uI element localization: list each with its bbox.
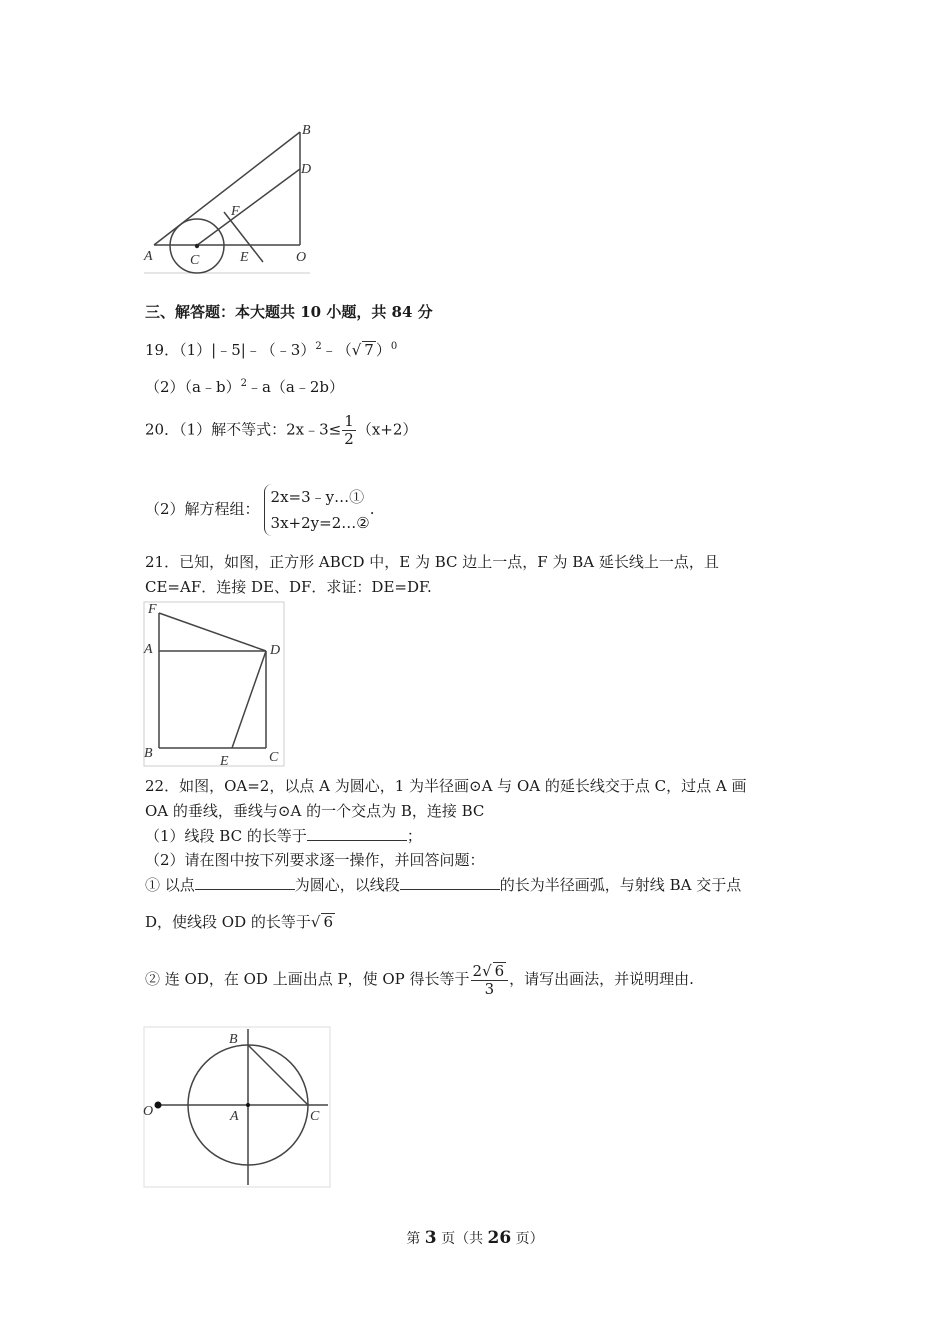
q19-radicand: 7 [364, 341, 374, 359]
label-E: E [220, 754, 229, 768]
label-D: D [270, 643, 281, 658]
q22-line5-b: 为圆心，以线段 [294, 876, 400, 894]
answer-blank[interactable] [400, 875, 500, 890]
figure-q21 [140, 600, 290, 768]
label-A: A [230, 1109, 239, 1124]
q20-p1-rest: （x+2） [356, 420, 418, 439]
q20-eq2: 3x+2y=2…② [270, 514, 370, 532]
q19-part2 [145, 376, 344, 397]
answer-blank[interactable] [195, 875, 295, 890]
page-footer [0, 1228, 950, 1248]
q20-p2-prefix: （2）解方程组： [145, 500, 260, 518]
q22-line5 [145, 874, 741, 895]
label-E: E [240, 250, 249, 265]
q22-line5-c: 的长为半径画弧，与射线 BA 交于点 [499, 876, 742, 894]
q22-line3 [145, 825, 422, 846]
q19-number: 19． [145, 341, 180, 359]
footer-suffix: 页） [511, 1231, 544, 1247]
label-B: B [229, 1032, 238, 1047]
q21-line2: CE=AF．连接 DE、DF．求证：DE=DF. [145, 578, 432, 596]
q22-frac-radicand: 6 [494, 962, 505, 980]
sqrt-icon: √ [482, 962, 492, 980]
q19-p1-exp2: 2 [315, 341, 322, 352]
label-C: C [190, 253, 200, 268]
label-F: F [148, 602, 157, 617]
q22-line2: OA 的垂线，垂线与⊙A 的一个交点为 B，连接 BC [145, 802, 485, 820]
q19-p2-rest: ﹣a（a﹣2b） [246, 378, 345, 396]
q19-p1-mid: ﹣（ [321, 341, 352, 359]
q22-frac-num [471, 962, 509, 981]
q20-number: 20． [145, 420, 180, 439]
q22-line7-prefix: ② 连 OD，在 OD 上画出点 P，使 OP 得长等于 [145, 970, 470, 988]
label-D: D [301, 162, 312, 177]
q20-part2 [145, 484, 374, 536]
q22-frac-coef: 2 [472, 962, 483, 980]
q19-p1-prefix: （1）|﹣5|﹣（﹣3） [179, 341, 316, 359]
answer-blank[interactable] [307, 826, 407, 841]
q22-line7 [145, 962, 694, 998]
label-B: B [302, 123, 311, 138]
footer-mid: 页（共 [436, 1231, 488, 1247]
footer-total-pages: 26 [487, 1228, 512, 1248]
label-C: C [310, 1109, 320, 1124]
q22-line1: 22．如图，OA=2，以点 A 为圆心，1 为半径画⊙A 与 OA 的延长线交于点 C，过点 A 画 [145, 777, 747, 795]
q20-part1 [145, 413, 417, 448]
label-C: C [269, 750, 279, 765]
sqrt-icon: √ [351, 341, 362, 359]
q20-frac-num: 1 [344, 412, 354, 430]
q19-p1-close: ） [375, 341, 391, 359]
label-O: O [143, 1104, 154, 1119]
q22-line4: （2）请在图中按下列要求逐一操作，并回答问题： [145, 851, 485, 869]
label-F: F [231, 204, 240, 219]
q22-line6-radicand: 6 [323, 913, 333, 931]
q19-part1 [145, 339, 397, 360]
q20-p1-prefix: （1）解不等式：2x﹣3≤ [179, 420, 342, 439]
q22-line6-prefix: D，使线段 OD 的长等于 [145, 913, 311, 931]
footer-page-number: 3 [424, 1228, 437, 1248]
q22-line7-suffix: ，请写出画法，并说明理由. [509, 970, 694, 988]
q22-line3-suffix: ； [406, 827, 422, 845]
label-O: O [296, 250, 307, 265]
q20-eq1: 2x=3﹣y…① [270, 488, 365, 506]
q19-p1-exp0: 0 [390, 341, 398, 352]
section-title: 三、解答题：本大题共 10 小题，共 84 分 [145, 303, 433, 321]
q22-frac-den: 3 [484, 980, 495, 998]
figure-q18-svg [140, 120, 315, 278]
q19-p2-prefix: （2）（a﹣b） [145, 378, 241, 396]
q20-p2-end: . [369, 500, 375, 518]
q22-line3-prefix: （1）线段 BC 的长等于 [145, 827, 307, 845]
sqrt-icon: √ [310, 913, 321, 931]
label-A: A [144, 642, 153, 657]
q19-p2-exp: 2 [240, 378, 247, 389]
figure-q18 [140, 120, 315, 278]
q20-equation-system [264, 484, 370, 536]
label-A: A [144, 249, 153, 264]
figure-q22 [140, 1025, 335, 1190]
footer-prefix: 第 [406, 1231, 425, 1247]
figure-q22-svg [140, 1025, 335, 1190]
q20-fraction [342, 413, 356, 448]
q22-line6 [145, 911, 335, 932]
label-B: B [144, 746, 153, 761]
q20-frac-den: 2 [344, 430, 354, 448]
q22-line5-a: ① 以点 [145, 876, 195, 894]
figure-q21-svg [140, 600, 290, 768]
q21-line1: 21．已知，如图，正方形 ABCD 中，E 为 BC 边上一点，F 为 BA 延长线上一点，且 [145, 553, 719, 571]
q22-fraction [471, 962, 509, 998]
